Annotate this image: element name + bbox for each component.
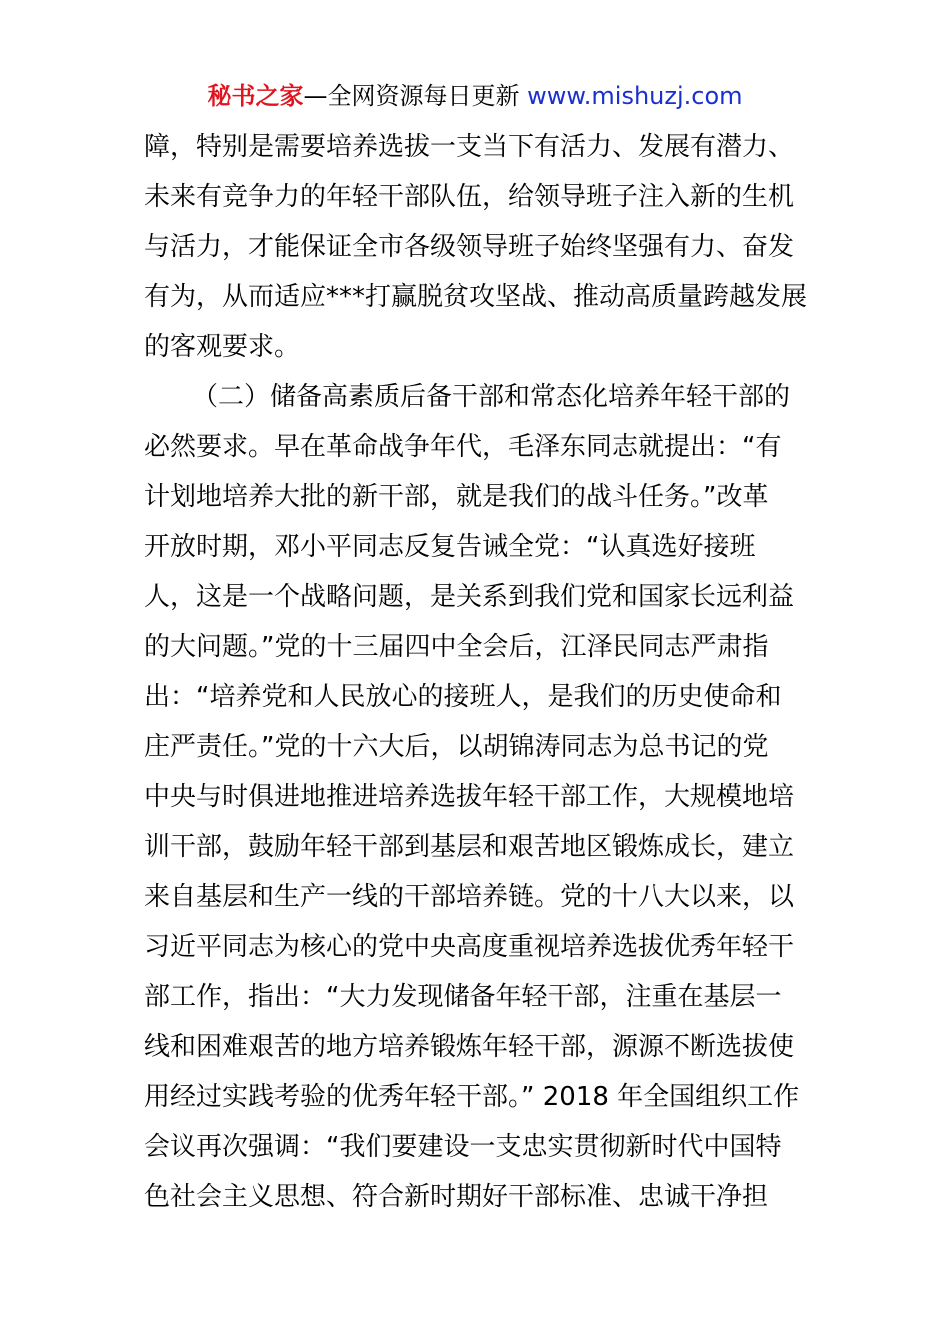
text-line: 的客观要求。 (144, 332, 301, 362)
text-line: 计划地培养大批的新干部，就是我们的战斗任务。”改革 (144, 482, 769, 512)
text-line: 中央与时俱进地推进培养选拔年轻干部工作，大规模地培 (144, 782, 795, 812)
text-line: 开放时期，邓小平同志反复告诫全党：“认真选好接班 (144, 532, 756, 562)
text-line: 未来有竞争力的年轻干部队伍，给领导班子注入新的生机 (144, 182, 795, 212)
text-line: 训干部，鼓励年轻干部到基层和艰苦地区锻炼成长，建立 (144, 832, 795, 862)
text-line: 会议再次强调：“我们要建设一支忠实贯彻新时代中国特 (144, 1132, 782, 1162)
text-line: 有为，从而适应***打赢脱贫攻坚战、推动高质量跨越发展 (144, 282, 808, 312)
text-line: 部工作，指出：“大力发现储备年轻干部，注重在基层一 (144, 982, 782, 1012)
text-line: 线和困难艰苦的地方培养锻炼年轻干部，源源不断选拔使 (144, 1032, 795, 1062)
site-header (0, 80, 950, 112)
text-line: 的大问题。”党的十三届四中全会后，江泽民同志严肃指 (144, 632, 769, 662)
text-line: 必然要求。早在革命战争年代，毛泽东同志就提出：“有 (144, 432, 782, 462)
site-brand: 秘书之家 (207, 82, 304, 110)
text-line: 用经过实践考验的优秀年轻干部。” 2018 年全国组织工作 (144, 1082, 800, 1112)
text-line: 习近平同志为核心的党中央高度重视培养选拔优秀年轻干 (144, 932, 795, 962)
text-line: 庄严责任。”党的十六大后，以胡锦涛同志为总书记的党 (144, 732, 769, 762)
text-line: 来自基层和生产一线的干部培养链。党的十八大以来，以 (144, 882, 795, 912)
document-body (144, 122, 808, 1222)
text-line: 障，特别是需要培养选拔一支当下有活力、发展有潜力、 (144, 132, 795, 162)
text-line: 出：“培养党和人民放心的接班人，是我们的历史使命和 (144, 682, 782, 712)
text-line: 色社会主义思想、符合新时期好干部标准、忠诚干净担 (144, 1182, 769, 1212)
text-line: 与活力，才能保证全市各级领导班子始终坚强有力、奋发 (144, 232, 795, 262)
section-heading-line: （二）储备高素质后备干部和常态化培养年轻干部的 (192, 382, 791, 412)
site-tagline: —全网资源每日更新 (303, 82, 528, 110)
text-line: 人，这是一个战略问题，是关系到我们党和国家长远利益 (144, 582, 795, 612)
site-url-link[interactable]: www.mishuzj.com (527, 82, 743, 110)
